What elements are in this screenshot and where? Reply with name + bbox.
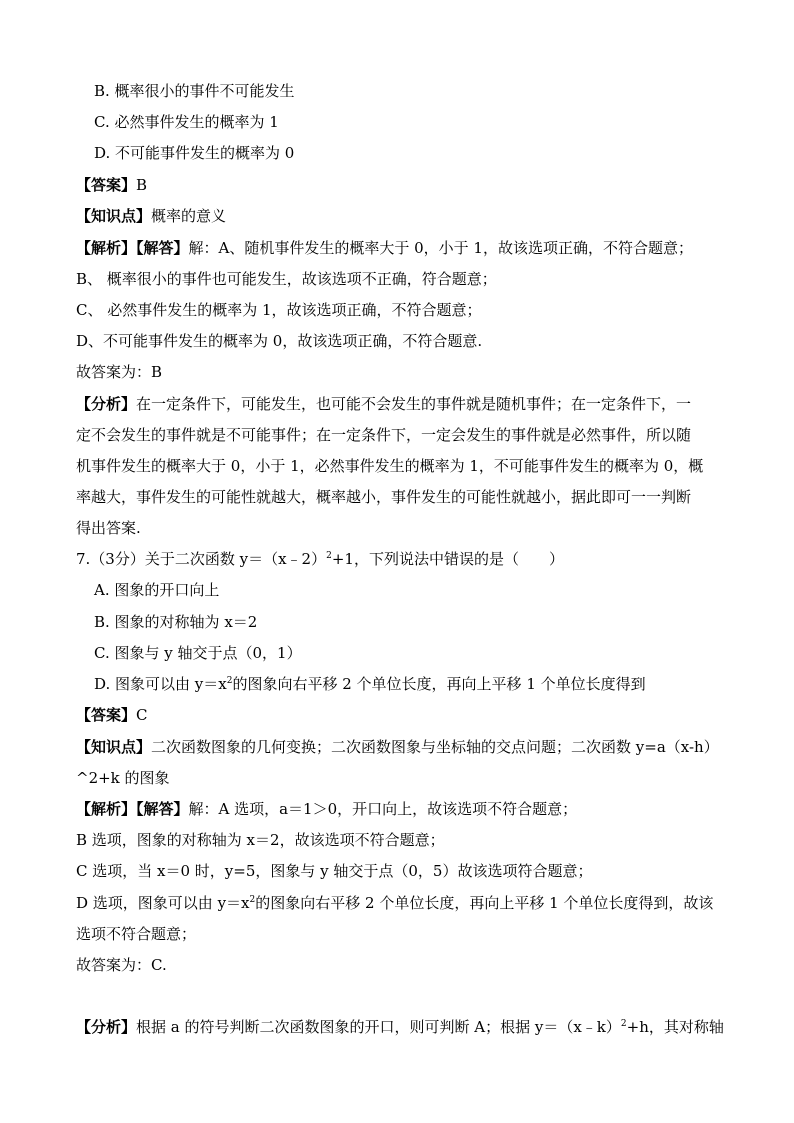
analysis-line <box>76 799 577 819</box>
comment-line: 定不会发生的事件就是不可能事件；在一定条件下，一定会发生的事件就是必然事件，所以随 <box>76 426 692 444</box>
comment-tag: 【分析】 <box>76 1018 137 1036</box>
question-stem-part: +1，下列说法中错误的是（ ） <box>331 550 564 568</box>
comment-tag: 【分析】 <box>76 395 137 413</box>
comment-line: 得出答案. <box>76 519 141 537</box>
conclusion-line: 故答案为：C. <box>76 956 167 974</box>
option-d <box>94 674 646 694</box>
exponent: 2 <box>326 551 332 561</box>
comment-line: 率越大，事件发生的可能性就越大，概率越小，事件发生的可能性就越小，据此即可一一判断 <box>76 488 692 506</box>
analysis-line: C、 必然事件发生的概率为 1，故该选项正确，不符合题意； <box>76 301 482 319</box>
conclusion-line: 故答案为：B <box>76 363 163 381</box>
option-d: D. 不可能事件发生的概率为 0 <box>94 144 295 162</box>
question-stem-part: 7.（3分）关于二次函数 y＝（x﹣2） <box>76 550 327 568</box>
knowledge-tag: 【知识点】 <box>76 738 152 756</box>
answer-value: B <box>136 176 148 194</box>
answer-line <box>76 175 147 195</box>
knowledge-tag: 【知识点】 <box>76 207 152 225</box>
exponent: 2 <box>249 895 256 905</box>
answer-value: C <box>136 706 148 724</box>
knowledge-text: 概率的意义 <box>151 207 227 225</box>
exponent: 2 <box>620 1019 627 1029</box>
analysis-part: D 选项，图象可以由 y＝x <box>76 894 250 912</box>
analysis-text: 解：A、随机事件发生的概率大于 0，小于 1，故该选项正确，不符合题意； <box>188 239 693 257</box>
option-b: B. 图象的对称轴为 x＝2 <box>94 613 258 631</box>
analysis-part: 的图象向右平移 2 个单位长度，再向上平移 1 个单位长度得到，故该 <box>255 894 714 912</box>
comment-line <box>76 1017 724 1037</box>
comment-line: 机事件发生的概率大于 0，小于 1，必然事件发生的概率为 1，不可能事件发生的概率为 0，概 <box>76 457 704 475</box>
answer-line <box>76 705 148 725</box>
comment-text: 根据 a 的符号判断二次函数图象的开口，则可判断 A；根据 y＝（x﹣k） <box>136 1018 621 1036</box>
option-c: C. 图象与 y 轴交于点（0，1） <box>94 644 302 662</box>
analysis-line <box>76 893 713 913</box>
option-c: C. 必然事件发生的概率为 1 <box>94 113 279 131</box>
analysis-tag: 【解析】【解答】 <box>76 800 189 818</box>
option-d-part: D. 图象可以由 y＝x <box>94 675 227 693</box>
knowledge-line <box>76 206 226 226</box>
analysis-line: B 选项，图象的对称轴为 x＝2，故该选项不符合题意； <box>76 831 445 849</box>
analysis-line: D、不可能事件发生的概率为 0，故该选项正确，不符合题意. <box>76 332 483 350</box>
option-b: B. 概率很小的事件不可能发生 <box>94 82 295 100</box>
knowledge-line: ^2+k 的图象 <box>76 769 170 787</box>
answer-tag: 【答案】 <box>76 706 137 724</box>
analysis-line: B、 概率很小的事件也可能发生，故该选项不正确，符合题意； <box>76 270 497 288</box>
knowledge-text: 二次函数图象的几何变换；二次函数图象与坐标轴的交点问题；二次函数 y=a（x-h） <box>151 738 719 756</box>
analysis-line <box>76 238 693 258</box>
analysis-line: 选项不符合题意； <box>76 925 197 943</box>
comment-text: +h，其对称轴 <box>626 1018 724 1036</box>
knowledge-line <box>76 737 719 757</box>
answer-tag: 【答案】 <box>76 176 137 194</box>
question-stem <box>76 549 564 569</box>
option-d-part: 的图象向右平移 2 个单位长度，再向上平移 1 个单位长度得到 <box>232 675 646 693</box>
option-a: A. 图象的开口向上 <box>94 581 220 599</box>
comment-line <box>76 394 691 414</box>
analysis-line: C 选项，当 x＝0 时，y=5，图象与 y 轴交于点（0，5）故该选项符合题意； <box>76 862 593 880</box>
comment-text: 在一定条件下，可能发生，也可能不会发生的事件就是随机事件；在一定条件下，一 <box>136 395 692 413</box>
exponent: 2 <box>226 676 233 686</box>
analysis-tag: 【解析】【解答】 <box>76 239 189 257</box>
analysis-text: 解：A 选项，a＝1＞0，开口向上，故该选项不符合题意； <box>188 800 578 818</box>
